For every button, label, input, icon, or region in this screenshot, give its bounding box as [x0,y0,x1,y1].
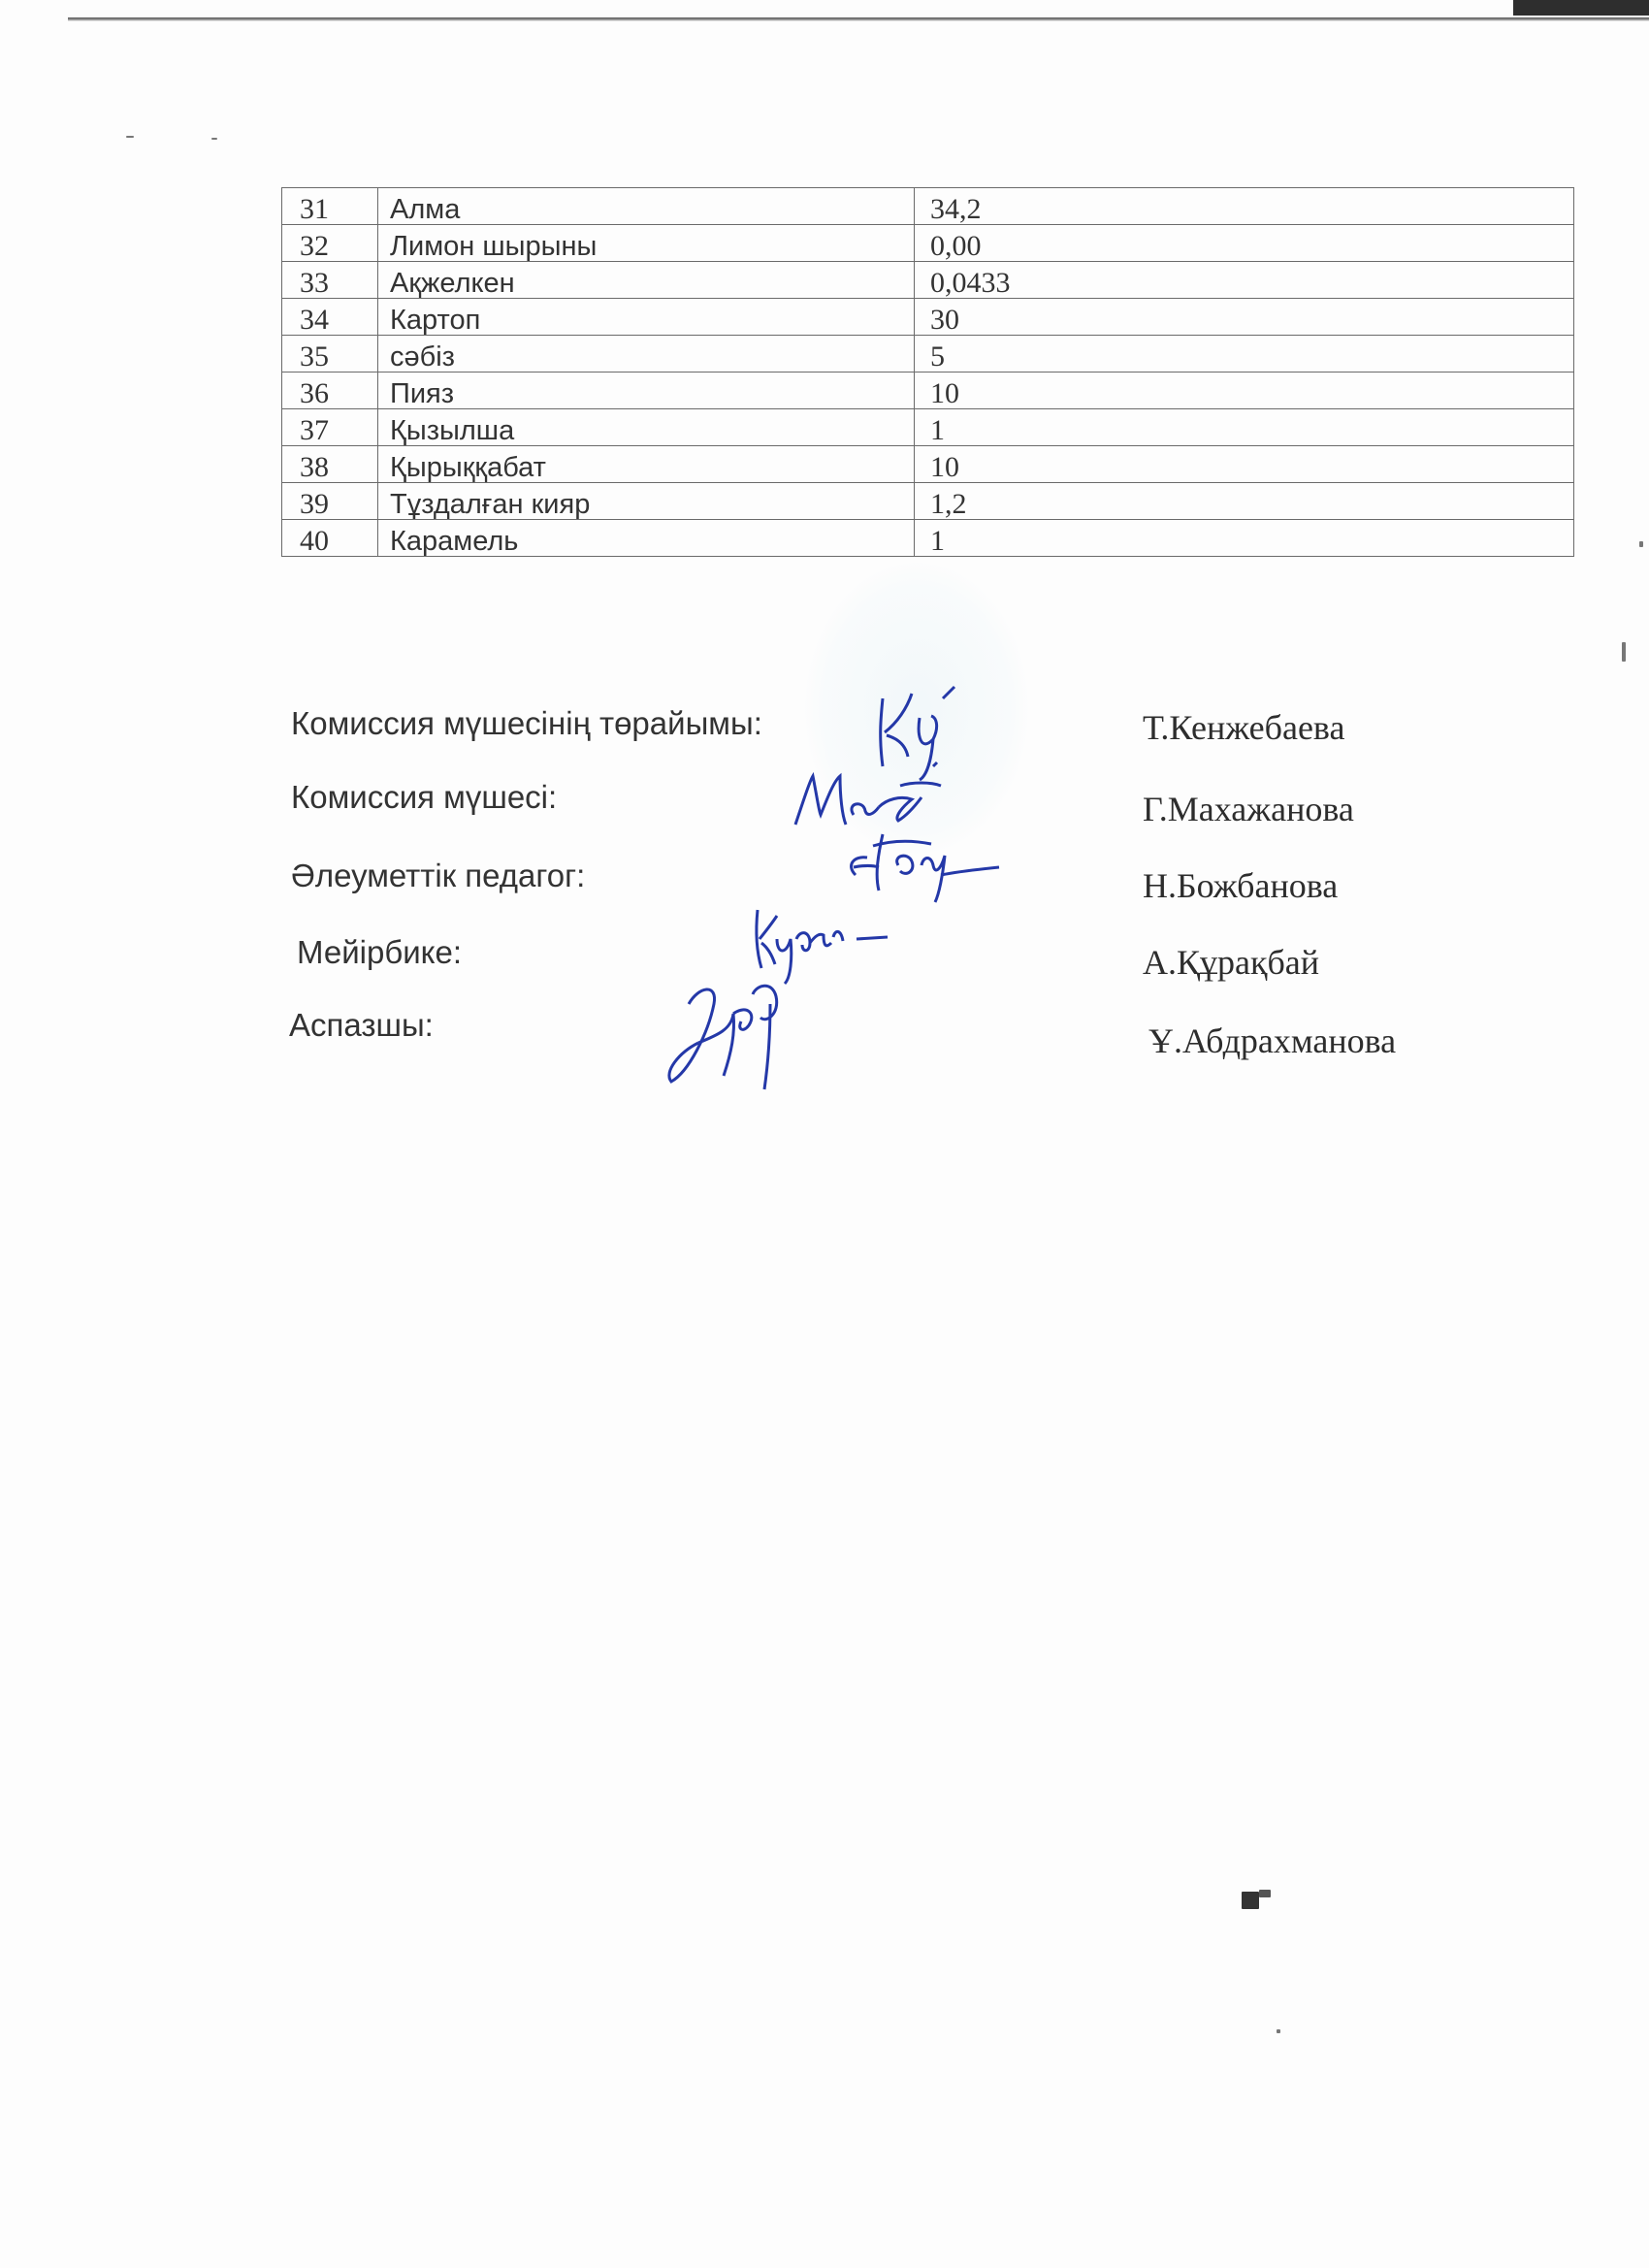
table-row [282,520,1574,557]
person-name: Т.Кенжебаева [1143,708,1345,747]
person-name: Н.Божбанова [1143,866,1339,905]
table-row [282,299,1574,336]
row-number-cell: 38 [282,446,378,483]
quantity-cell: 1 [915,520,1574,557]
scan-speck [1277,2029,1280,2033]
row-number-cell: 37 [282,409,378,446]
table-row [282,373,1574,409]
role-label: Комиссия мүшесінің төрайымы: [291,705,762,741]
row-number-cell: 35 [282,336,378,373]
table-row [282,409,1574,446]
table-row [282,446,1574,483]
product-name-cell: Тұздалған кияр [378,483,915,520]
quantity-cell: 1,2 [915,483,1574,520]
role-label: Аспазшы: [289,1007,434,1043]
role-label: Мейірбике: [297,934,462,970]
product-name-cell: Картоп [378,299,915,336]
table-row [282,262,1574,299]
quantity-cell: 30 [915,299,1574,336]
items-table-body [282,188,1574,557]
scan-speck [211,138,217,140]
product-name-cell: Ақжелкен [378,262,915,299]
row-number-cell: 40 [282,520,378,557]
signature-cook [660,975,805,1101]
product-name-cell: сәбіз [378,336,915,373]
quantity-cell: 0,0433 [915,262,1574,299]
quantity-cell: 0,00 [915,225,1574,262]
role-label: Комиссия мүшесі: [291,779,558,815]
scan-speck [126,136,134,138]
product-name-cell: Лимон шырыны [378,225,915,262]
product-name-cell: Карамель [378,520,915,557]
scan-speck [1242,1892,1259,1909]
table-row [282,225,1574,262]
quantity-cell: 34,2 [915,188,1574,225]
signature-row-chair [0,705,1649,763]
product-name-cell: Алма [378,188,915,225]
person-name: Г.Махажанова [1143,790,1354,828]
row-number-cell: 31 [282,188,378,225]
quantity-cell: 10 [915,373,1574,409]
person-name: А.Құрақбай [1143,943,1320,982]
role-label: Әлеуметтік педагог: [291,858,586,893]
row-number-cell: 39 [282,483,378,520]
scan-speck [1639,541,1643,547]
quantity-cell: 1 [915,409,1574,446]
scan-speck [1259,1890,1271,1897]
row-number-cell: 32 [282,225,378,262]
table-row [282,188,1574,225]
items-table [281,187,1574,557]
scan-speck [1622,642,1626,662]
product-name-cell: Пияз [378,373,915,409]
row-number-cell: 36 [282,373,378,409]
row-number-cell: 34 [282,299,378,336]
signature-row-cook [0,1007,1649,1065]
person-name: Ұ.Абдрахманова [1148,1021,1397,1060]
signature-social-pedagogue [834,826,1009,904]
quantity-cell: 10 [915,446,1574,483]
product-name-cell: Қызылша [378,409,915,446]
table-row [282,483,1574,520]
quantity-cell: 5 [915,336,1574,373]
scan-top-edge [68,17,1649,21]
table-row [282,336,1574,373]
scan-top-right-shadow [1513,0,1649,16]
row-number-cell: 33 [282,262,378,299]
product-name-cell: Қырыққабат [378,446,915,483]
